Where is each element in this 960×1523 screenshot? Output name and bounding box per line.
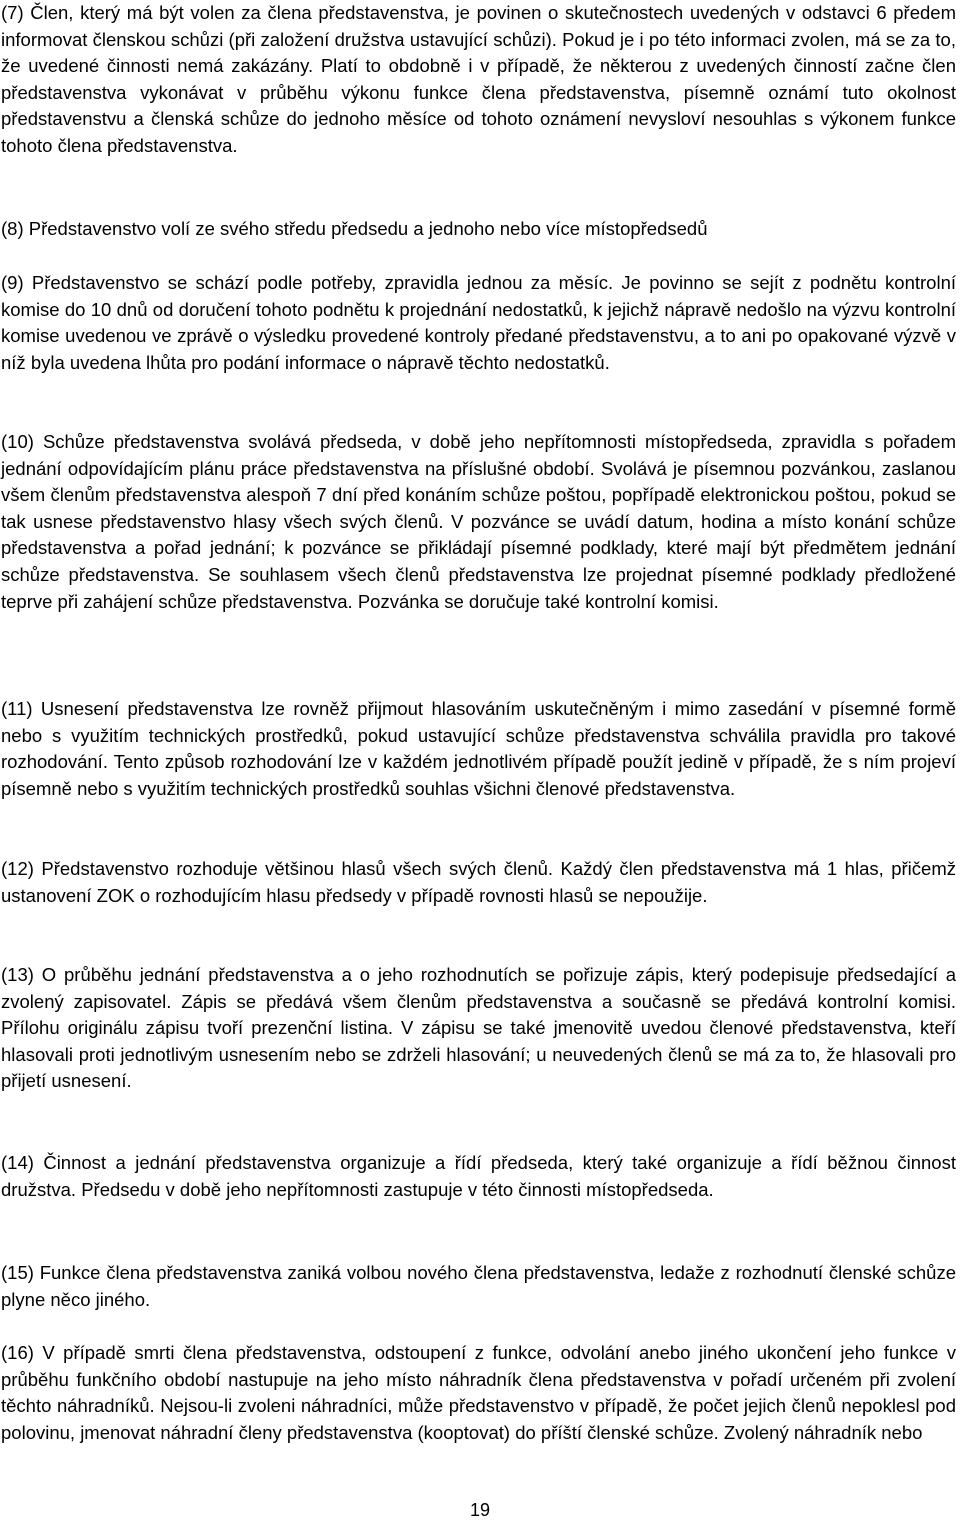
paragraph-8: (8) Představenstvo volí ze svého středu předsedu a jednoho nebo více místopředsedů: [1, 218, 708, 239]
paragraph-11: (11) Usnesení představenstva lze rovněž přijmout hlasováním uskutečněným i mimo zasedání v písemné formě nebo s využitím technických prostředků, pokud ustavující schůze představenstva schválila pravidla pro takové rozhodování. Tento způsob rozhodování lze v každém jednotlivém případě použít jedině v případě, že s ním projeví písemně nebo s využitím technických prostředků souhlas všichni členové představenstva.: [1, 698, 956, 799]
paragraph-16: (16) V případě smrti člena představenstva, odstoupení z funkce, odvolání anebo jiného ukončení jeho funkce v průběhu funkčního období nastupuje na jeho místo náhradník člena představenstva v pořadí určeném při zvolení těchto náhradníků. Nejsou-li zvoleni náhradníci, může představenstvo v případě, že počet jejich členů nepoklesl pod polovinu, jmenovat náhradní členy představenstva (kooptovat) do příští členské schůze. Zvolený náhradník nebo: [1, 1342, 956, 1443]
paragraph-13: (13) O průběhu jednání představenstva a o jeho rozhodnutích se pořizuje zápis, který podepisuje předsedající a zvolený zapisovatel. Zápis se předává všem členům představenstva a současně se předává kontrolní komisi. Přílohu originálu zápisu tvoří prezenční listina. V zápisu se také jmenovitě uvedou členové představenstva, kteří hlasovali proti jednotlivým usnesením nebo se zdrželi hlasování; u neuvedených členů se má za to, že hlasovali pro přijetí usnesení.: [1, 964, 956, 1092]
paragraph-10: (10) Schůze představenstva svolává předseda, v době jeho nepřítomnosti místopředseda, zpravidla s pořadem jednání odpovídajícím plánu práce představenstva na příslušné období. Svolává je písemnou pozvánkou, zaslanou všem členům představenstva alespoň 7 dní před konáním schůze poštou, popřípadě elektronickou poštou, pokud se tak usnese představenstvo hlasy všech svých členů. V pozvánce se uvádí datum, hodina a místo konání schůze představenstva a pořad jednání; k pozvánce se přikládají písemné podklady, které mají být předmětem jednání schůze představenstva. Se souhlasem všech členů představenstva lze projednat písemné podklady předložené teprve při zahájení schůze představenstva. Pozvánka se doručuje také kontrolní komisi.: [1, 431, 956, 612]
page-number: 19: [469, 1500, 491, 1520]
paragraph-9: (9) Představenstvo se schází podle potřeby, zpravidla jednou za měsíc. Je povinno se sejít z podnětu kontrolní komise do 10 dnů od doručení tohoto podnětu k projednání nedostatků, k jejichž nápravě nedošlo na výzvu kontrolní komise uvedenou ve zprávě o výsledku provedené kontroly předané představenstvu, a to ani po opakované výzvě v níž byla uvedena lhůta pro podání informace o nápravě těchto nedostatků.: [1, 272, 956, 373]
paragraph-15: (15) Funkce člena představenstva zaniká volbou nového člena představenstva, ledaže z rozhodnutí členské schůze plyne něco jiného.: [1, 1262, 956, 1310]
paragraph-14: (14) Činnost a jednání představenstva organizuje a řídí předseda, který také organizuje a řídí běžnou činnost družstva. Předsedu v době jeho nepřítomnosti zastupuje v této činnosti místopředseda.: [1, 1152, 956, 1200]
paragraph-12: (12) Představenstvo rozhoduje většinou hlasů všech svých členů. Každý člen představenstva má 1 hlas, přičemž ustanovení ZOK o rozhodujícím hlasu předsedy v případě rovnosti hlasů se nepoužije.: [1, 858, 956, 906]
paragraph-7: (7) Člen, který má být volen za člena představenstva, je povinen o skutečnostech uvedených v odstavci 6 předem informovat členskou schůzi (při založení družstva ustavující schůzi). Pokud je i po této informaci zvolen, má se za to, že uvedené činnosti nemá zakázány. Platí to obdobně i v případě, že některou z uvedených činností začne člen představenstva vykonávat v průběhu výkonu funkce člena představenstva, písemně oznámí tuto okolnost představenstvu a členská schůze do jednoho měsíce od tohoto oznámení nevysloví nesouhlas s výkonem funkce tohoto člena představenstva.: [1, 2, 956, 156]
